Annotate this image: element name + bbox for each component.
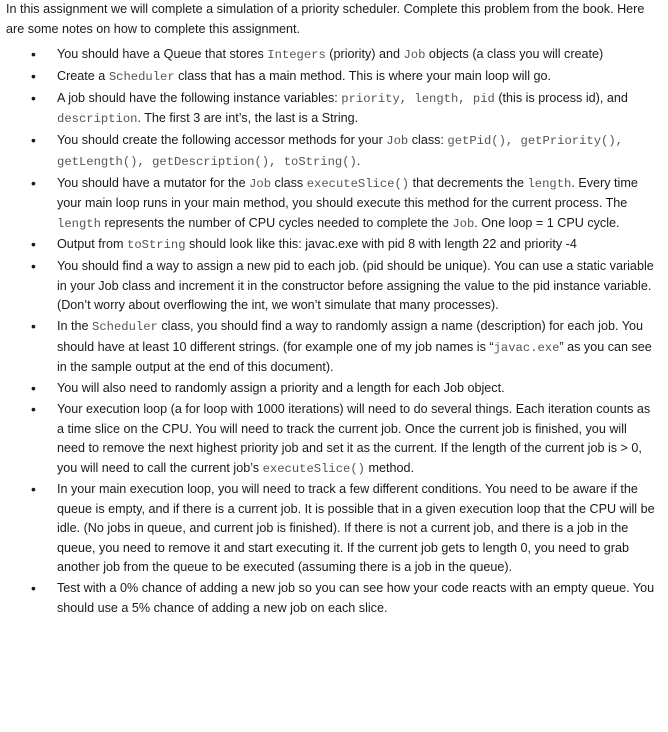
text-run: (priority) and — [325, 47, 404, 61]
text-run: A job should have the following instance variables: — [57, 90, 342, 105]
text-run: ” as you can see in the sample output at the end of this document). — [57, 339, 652, 375]
text-run: class: — [408, 133, 448, 148]
text-run: You should have a mutator for the — [57, 175, 250, 190]
text-run: Your execution loop (a for loop with 1000 iterations) will need to do several things. Each iteration counts as a time slice on the CPU. You will need to track the current job. Once the current job is finished, you will need to remove the next highest priority job and set it as the current. If the length of the current job is > 0, you will need to call the current job’s — [57, 402, 651, 475]
instruction-list — [6, 45, 658, 618]
list-item — [6, 235, 658, 256]
list-item — [6, 400, 658, 479]
text-run: class — [271, 175, 307, 190]
list-item — [6, 257, 658, 316]
list-item — [6, 480, 658, 578]
inline-code: Integers — [267, 48, 326, 62]
list-item — [6, 379, 658, 399]
inline-code: toString — [127, 238, 186, 253]
inline-code: executeSlice() — [262, 461, 365, 476]
text-run: Test with a 0% chance of adding a new job so you can see how your code reacts with an empty queue. You should use a 5% chance of adding a new job on each slice. — [57, 581, 655, 615]
inline-code: Scheduler — [92, 320, 158, 335]
inline-code: getPid(), getPriority(), getLength(), getDescription(), toString() — [57, 134, 623, 169]
text-run: that decrements the — [409, 175, 528, 190]
text-run: . Every time your main loop runs in your main method, you should execute this method for the current process. The — [57, 175, 638, 211]
inline-code: description — [57, 112, 138, 127]
inline-code: Job — [249, 176, 272, 191]
intro-paragraph: In this assignment we will complete a simulation of a priority scheduler. Complete this problem from the book. Here are some notes on how to complete this assignment. — [6, 2, 645, 36]
text-run: objects (a class you will create) — [425, 47, 604, 61]
text-run: method. — [364, 460, 414, 475]
list-item — [6, 67, 658, 88]
inline-code: length — [57, 216, 101, 231]
list-item — [6, 131, 658, 172]
text-run: should look like this: javac.exe with pid 8 with length 22 and priority -4 — [185, 237, 577, 252]
inline-code: length — [527, 176, 572, 191]
list-item — [6, 317, 658, 378]
text-run: . The first 3 are int’s, the last is a String. — [137, 111, 359, 126]
inline-code: Job — [386, 134, 409, 149]
text-run: You will also need to randomly assign a priority and a length for each Job object. — [57, 381, 505, 396]
text-run: class that has a main method. This is where your main loop will go. — [174, 68, 551, 83]
inline-code: priority, length, pid — [341, 91, 495, 106]
text-run: . One loop = 1 CPU cycle. — [474, 215, 620, 230]
text-run: In your main execution loop, you will need to track a few different conditions. You need to be aware if the queue is empty, and if there is a current job. It is possible that in a given execution loop that the CPU will be idle. (No jobs in queue, and current job is finished). If there is not a current job, and there is a job in the queue, you need to remove it and start executing it. If the current job gets to length 0, you need to grab another job from the queue to be executed (assuming there is a job in the queue). — [57, 482, 655, 575]
text-run: Create a — [57, 68, 109, 83]
inline-code: Scheduler — [108, 69, 175, 84]
inline-code: Job — [452, 216, 475, 231]
text-run: . — [356, 153, 361, 168]
text-run: You should have a Queue that stores — [57, 47, 268, 61]
list-item — [6, 174, 658, 235]
text-run: represents the number of CPU cycles needed to complete the — [100, 215, 453, 230]
inline-code: Job — [403, 48, 426, 62]
inline-code: javac.exe — [493, 340, 560, 355]
inline-code: executeSlice() — [306, 176, 410, 191]
text-run: class, you should find a way to randomly assign a name (description) for each job. You should have at least 10 different strings. (for example one of my job names is “ — [57, 319, 643, 354]
text-run: You should find a way to assign a new pid to each job. (pid should be unique). You can use a static variable in your Job class and increment it in the constructor before assigning the value to the pid instance variable. (Don’t worry about overflowing the int, we won’t simulate that many processes). — [57, 259, 654, 313]
text-run: (this is process id), and — [494, 90, 628, 105]
list-item — [6, 89, 658, 130]
list-item — [6, 579, 658, 618]
text-run: You should create the following accessor methods for your — [57, 133, 387, 148]
text-run: In the — [57, 319, 93, 334]
list-item — [6, 45, 658, 66]
text-run: Output from — [57, 237, 127, 252]
